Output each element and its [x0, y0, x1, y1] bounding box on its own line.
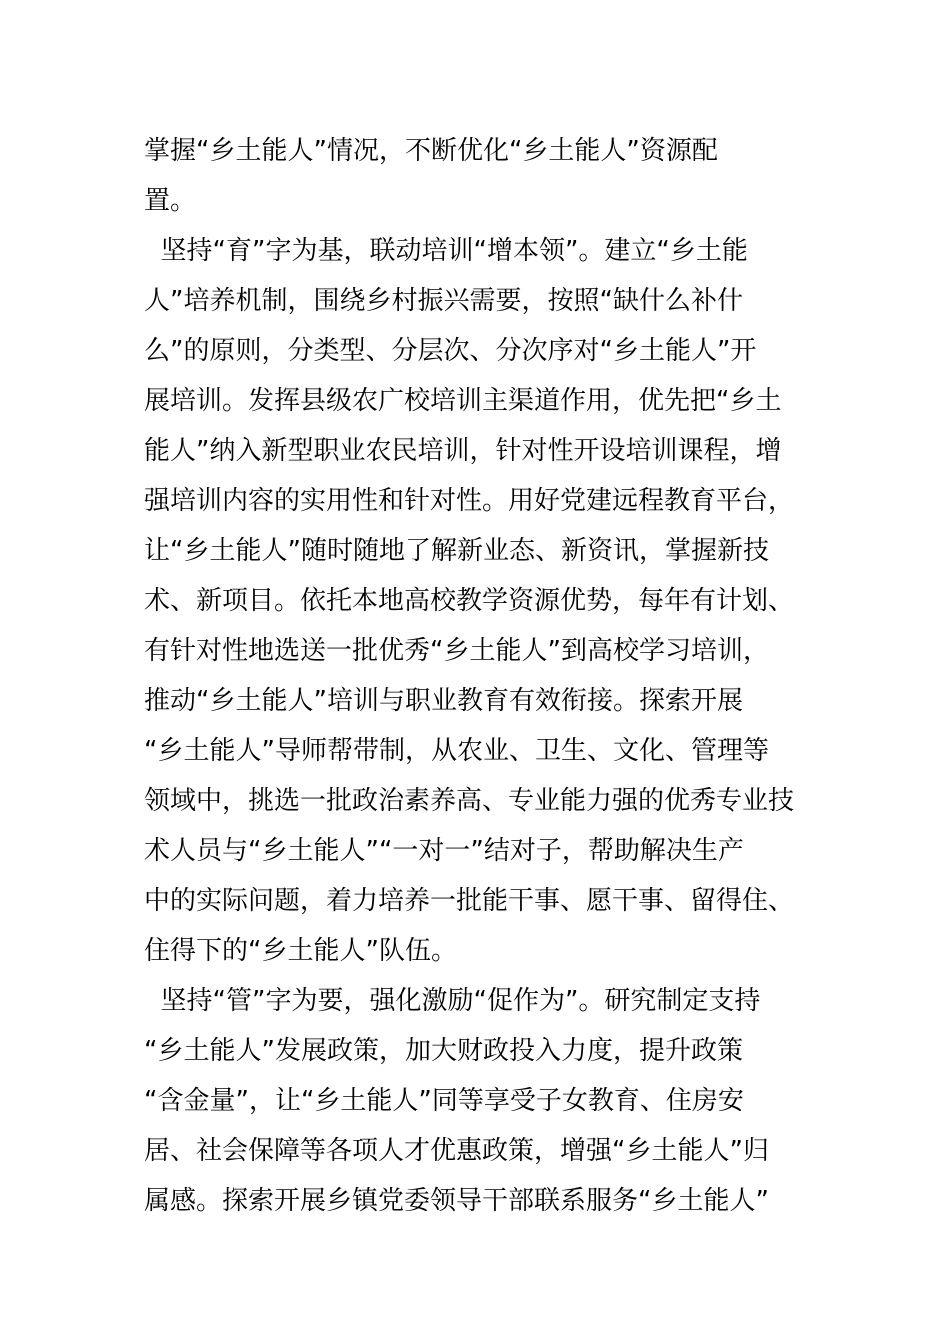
text-line: 掌握“乡土能人”情况，不断优化“乡土能人”资源配 — [144, 136, 718, 166]
text-line: “乡土能人”导师帮带制，从农业、卫生、文化、管理等 — [144, 736, 769, 766]
text-line: 展培训。发挥县级农广校培训主渠道作用，优先把“乡土 — [144, 386, 782, 416]
text-line: 坚持“管”字为要，强化激励“促作为”。研究制定支持 — [144, 986, 761, 1016]
text-line: 坚持“育”字为基，联动培训“增本领”。建立“乡土能 — [144, 236, 748, 266]
text-line: “乡土能人”发展政策，加大财政投入力度，提升政策 — [144, 1036, 743, 1066]
paragraph-1 — [144, 126, 808, 226]
text-line: 人”培养机制，围绕乡村振兴需要，按照“缺什么补什 — [144, 286, 743, 316]
text-line: 属感。探索开展乡镇党委领导干部联系服务“乡土能人” — [144, 1186, 769, 1216]
text-line: 置。 — [144, 186, 197, 216]
text-line: 中的实际问题，着力培养一批能干事、愿干事、留得住、 — [144, 886, 795, 916]
text-line: 住得下的“乡土能人”队伍。 — [144, 936, 457, 966]
text-line: 推动“乡土能人”培训与职业教育有效衔接。探索开展 — [144, 686, 743, 716]
body-text — [144, 126, 808, 1226]
text-line: 强培训内容的实用性和针对性。用好党建远程教育平台， — [144, 486, 795, 516]
text-line: “含金量”，让“乡土能人”同等享受子女教育、住房安 — [144, 1086, 744, 1116]
text-line: 术、新项目。依托本地高校教学资源优势，每年有计划、 — [144, 586, 795, 616]
text-line: 居、社会保障等各项人才优惠政策，增强“乡土能人”归 — [144, 1136, 769, 1166]
text-line: 有针对性地选送一批优秀“乡土能人”到高校学习培训， — [144, 636, 769, 666]
text-line: 让“乡土能人”随时随地了解新业态、新资讯，掌握新技 — [144, 536, 769, 566]
text-line: 么”的原则，分类型、分层次、分次序对“乡土能人”开 — [144, 336, 757, 366]
paragraph-3 — [144, 976, 808, 1226]
text-line: 能人”纳入新型职业农民培训，针对性开设培训课程，增 — [144, 436, 782, 466]
paragraph-2 — [144, 226, 808, 976]
text-line: 术人员与“乡土能人”“一对一”结对子，帮助解决生产 — [144, 836, 744, 866]
text-line: 领域中，挑选一批政治素养高、专业能力强的优秀专业技 — [144, 786, 795, 816]
